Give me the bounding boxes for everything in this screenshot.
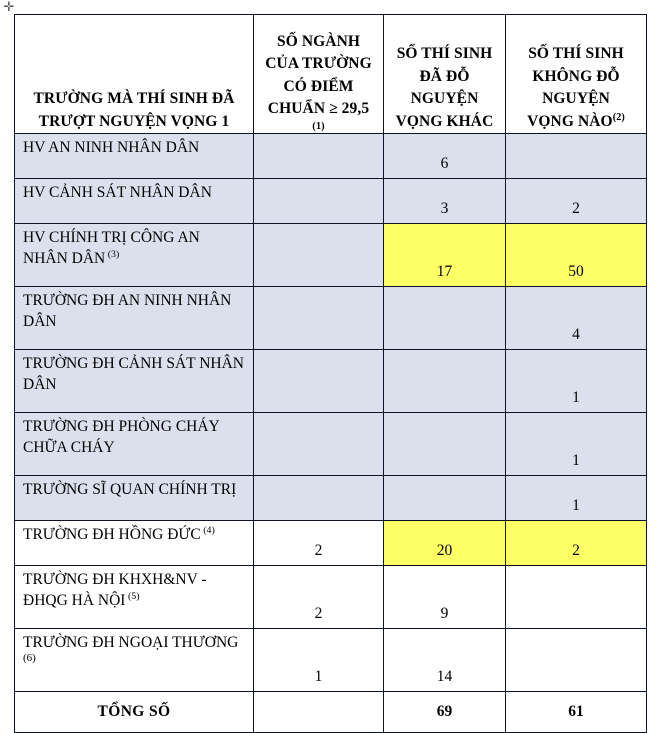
column-header-admitted-other-line2: ĐÃ ĐỖ	[419, 67, 470, 85]
school-name-line1: TRƯỜNG ĐH KHXH&NV -	[23, 571, 207, 588]
school-name-note: (6)	[23, 652, 36, 665]
column-header-majors-line1: SỐ NGÀNH	[276, 32, 361, 50]
table-row	[15, 224, 647, 287]
table-row	[15, 629, 647, 692]
school-name-line1: TRƯỜNG SĨ QUAN CHÍNH TRỊ	[23, 481, 237, 498]
total-majors-count	[254, 692, 384, 733]
school-name-line1: TRƯỜNG ĐH NGOẠI THƯƠNG	[23, 634, 239, 651]
table-container	[14, 14, 646, 733]
column-header-majors-line2: CỦA TRƯỜNG	[265, 55, 372, 73]
cell-admitted-other-count: 3	[384, 179, 506, 224]
table-row	[15, 476, 647, 521]
school-name-line2: ĐHQG HÀ NỘI	[23, 592, 126, 610]
cell-admitted-other-count	[384, 413, 506, 476]
table-row	[15, 287, 647, 350]
cell-admitted-none-count: 50	[506, 224, 647, 287]
column-header-admitted-none-line4-text: VỌNG NÀO	[527, 112, 613, 130]
cell-majors-count	[254, 413, 384, 476]
cell-school-name	[15, 287, 254, 350]
cell-admitted-other-count	[384, 287, 506, 350]
candidates-report-table	[14, 14, 647, 733]
cell-school-name	[15, 179, 254, 224]
column-header-admitted-none-line1: SỐ THÍ SINH	[528, 45, 624, 63]
table-row	[15, 350, 647, 413]
cell-majors-count	[254, 350, 384, 413]
column-header-admitted-other-line3: NGUYỆN	[410, 90, 479, 108]
cell-majors-count	[254, 179, 384, 224]
cell-admitted-other-count: 14	[384, 629, 506, 692]
school-name-note: (3)	[105, 248, 120, 260]
column-header-admitted-other	[384, 15, 506, 134]
column-header-majors-note: (1)	[312, 121, 325, 133]
school-name-line1: TRƯỜNG ĐH PHÒNG CHÁY	[23, 418, 220, 435]
cell-admitted-other-count: 6	[384, 134, 506, 179]
cell-school-name	[15, 224, 254, 287]
column-header-majors-line4: CHUẨN ≥ 29,5	[267, 99, 370, 117]
cell-school-name	[15, 413, 254, 476]
move-table-handle-icon[interactable]: ✛	[3, 0, 15, 15]
cell-majors-count	[254, 476, 384, 521]
school-name-line2: CHỮA CHÁY	[23, 439, 115, 457]
school-name-line1: HV CHÍNH TRỊ CÔNG AN	[23, 229, 200, 246]
school-name-note: (4)	[200, 524, 215, 536]
cell-admitted-other-count: 17	[384, 224, 506, 287]
cell-admitted-none-count: 2	[506, 179, 647, 224]
school-name-line1: HV CẢNH SÁT NHÂN DÂN	[23, 184, 212, 201]
cell-admitted-none-count: 1	[506, 413, 647, 476]
total-admitted-other-count: 69	[384, 692, 506, 733]
cell-school-name	[15, 350, 254, 413]
school-name-note: (5)	[125, 590, 140, 602]
cell-admitted-none-count: 4	[506, 287, 647, 350]
column-header-admitted-none	[506, 15, 647, 134]
total-row	[15, 692, 647, 733]
school-name-line2: NHÂN DÂN	[23, 250, 106, 268]
column-header-admitted-other-line4: VỌNG KHÁC	[395, 112, 494, 130]
table-body	[15, 134, 647, 733]
cell-admitted-none-count	[506, 566, 647, 629]
cell-school-name	[15, 476, 254, 521]
school-name-line1: TRƯỜNG ĐH CẢNH SÁT NHÂN	[23, 355, 244, 372]
table-row	[15, 179, 647, 224]
cell-school-name	[15, 521, 254, 566]
cell-majors-count: 1	[254, 629, 384, 692]
cell-admitted-none-count: 2	[506, 521, 647, 566]
cell-school-name	[15, 134, 254, 179]
cell-admitted-other-count	[384, 350, 506, 413]
header-row	[15, 15, 647, 134]
column-header-majors-line3: CÓ ĐIỂM	[283, 77, 354, 95]
cell-admitted-none-count: 1	[506, 476, 647, 521]
column-header-admitted-none-line4	[506, 111, 646, 133]
cell-admitted-none-count	[506, 134, 647, 179]
cell-admitted-other-count: 20	[384, 521, 506, 566]
column-header-admitted-none-note: (2)	[612, 111, 625, 123]
cell-school-name	[15, 566, 254, 629]
table-row	[15, 134, 647, 179]
cell-admitted-none-count: 1	[506, 350, 647, 413]
total-label: TỔNG SỐ	[15, 692, 254, 733]
school-name-line2: DÂN	[23, 376, 57, 394]
cell-majors-count	[254, 224, 384, 287]
cell-admitted-none-count	[506, 629, 647, 692]
table-header	[15, 15, 647, 134]
column-header-school	[15, 15, 254, 134]
column-header-majors	[254, 15, 384, 134]
cell-majors-count: 2	[254, 521, 384, 566]
cell-majors-count: 2	[254, 566, 384, 629]
cell-school-name	[15, 629, 254, 692]
cell-admitted-other-count: 9	[384, 566, 506, 629]
school-name-line1: HV AN NINH NHÂN DÂN	[23, 139, 200, 156]
cell-majors-count	[254, 287, 384, 350]
total-admitted-none-count: 61	[506, 692, 647, 733]
table-row	[15, 413, 647, 476]
table-row	[15, 521, 647, 566]
school-name-line2: DÂN	[23, 313, 57, 331]
column-header-school-line2: TRƯỢT NGUYỆN VỌNG 1	[38, 112, 230, 130]
school-name-line1: TRƯỜNG ĐH HỒNG ĐỨC	[23, 526, 201, 543]
column-header-admitted-none-line2: KHÔNG ĐỖ	[532, 67, 620, 85]
cell-majors-count	[254, 134, 384, 179]
table-row	[15, 566, 647, 629]
column-header-admitted-other-line1: SỐ THÍ SINH	[396, 45, 493, 63]
cell-admitted-other-count	[384, 476, 506, 521]
column-header-school-line1: TRƯỜNG MÀ THÍ SINH ĐÃ	[33, 89, 235, 107]
school-name-line1: TRƯỜNG ĐH AN NINH NHÂN	[23, 292, 232, 309]
column-header-admitted-none-line3: NGUYỆN	[542, 90, 610, 108]
